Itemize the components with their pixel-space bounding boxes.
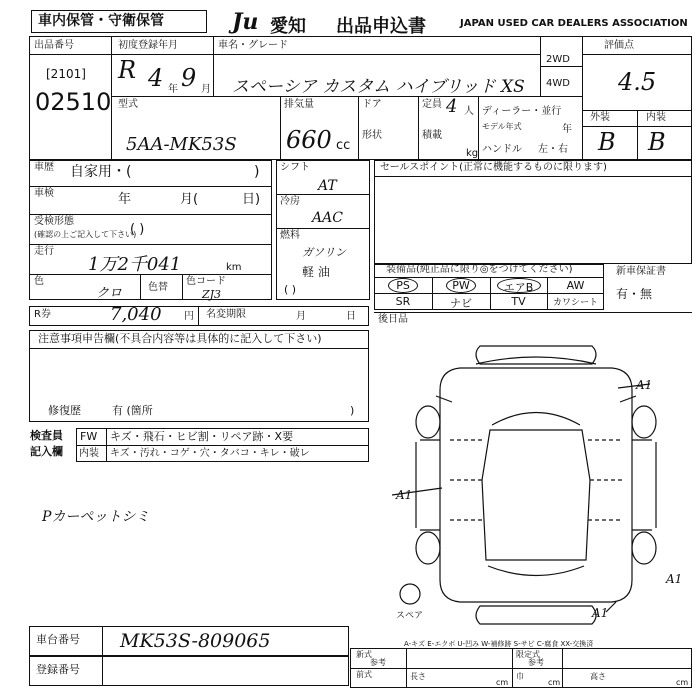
receipt-label: 受検形態: [34, 216, 74, 227]
chassis-value: MK53S-809065: [120, 630, 271, 652]
score-value: 4.5: [618, 68, 657, 96]
fuel-alt: 軽 油: [302, 265, 330, 279]
listing-number: 02510: [35, 88, 112, 116]
shift-value: AT: [318, 178, 337, 194]
color-label: 色: [34, 276, 44, 287]
receipt-note: (確認の上ご記入して下さい): [34, 230, 137, 239]
color-change-label: 色替: [148, 282, 168, 293]
listing-sub-number: [2101]: [46, 67, 86, 81]
divider: [111, 96, 582, 97]
association-name: JAPAN USED CAR DEALERS ASSOCIATION: [460, 18, 688, 29]
divider: [582, 54, 692, 55]
divider: [276, 194, 370, 195]
equipment-pw: PW: [452, 279, 470, 292]
dims-prev-label: 前式: [356, 670, 372, 679]
equipment-leather: カワシート: [552, 298, 598, 308]
dims-length-label: 長さ: [410, 672, 426, 681]
model-label: 型式: [118, 99, 138, 110]
divider: [102, 656, 103, 686]
drive-4wd: 4WD: [546, 78, 570, 89]
load-unit: kg: [466, 148, 479, 159]
equipment-aw: AW: [566, 279, 585, 292]
repair-label: 修復歴: [48, 404, 81, 417]
damage-legend: A-キズ E-エクボ U-凹み W-補修跡 S-サビ C-腐食 XX-交換済: [404, 640, 594, 648]
color-value: クロ: [96, 286, 123, 301]
inspection-day: 日): [242, 192, 261, 207]
equipment-airbag: エアB: [503, 281, 534, 294]
aircon-label: 冷房: [280, 196, 300, 207]
door-label: ドア: [362, 99, 382, 110]
equipment-ps: PS: [396, 279, 410, 292]
displacement-label: 排気量: [284, 99, 314, 110]
inspector-label-2: 記入欄: [30, 445, 63, 458]
divider: [29, 244, 272, 245]
logo-mark: Ju: [232, 9, 259, 35]
dims-width-label: 巾: [516, 672, 524, 681]
inspection-year: 年: [118, 192, 132, 207]
inspector-fw-label: FW: [80, 430, 98, 443]
inspector-label-1: 検査員: [30, 429, 63, 442]
selling-points-label: セールスポイント(正常に機能するものに限ります): [380, 162, 607, 173]
divider: [76, 445, 369, 446]
divider: [106, 428, 107, 462]
capacity-unit: 人: [464, 106, 474, 117]
fuel-label: 燃料: [280, 230, 300, 241]
exterior-grade: B: [598, 128, 616, 156]
damage-mark-4: A1: [592, 606, 609, 620]
divider: [276, 228, 370, 229]
capacity-label: 定員: [422, 99, 442, 110]
car-name-value: スペーシア カスタム ハイブリッド XS: [232, 77, 525, 97]
fuel-paren: ( ): [284, 283, 297, 296]
warranty-label: 新車保証書: [616, 266, 666, 277]
divider: [374, 176, 692, 177]
equipment-tv: TV: [511, 295, 526, 308]
dims-new-label: 新式: [356, 650, 372, 659]
equipment-ps-circle: [388, 278, 418, 293]
color-code-label: 色コード: [186, 276, 226, 287]
registration-era: R: [118, 56, 137, 84]
divider: [582, 126, 692, 127]
repair-close: ): [350, 404, 355, 417]
inspector-int-label: 内装: [79, 448, 99, 459]
handle-label: ハンドル: [482, 144, 522, 155]
divider: [29, 214, 272, 215]
receipt-paren: ( ): [130, 222, 145, 237]
car-damage-diagram: [380, 330, 692, 630]
shift-label: シフト: [280, 162, 310, 173]
registration-year: 4: [148, 64, 164, 92]
model-value: 5AA-MK53S: [126, 134, 237, 155]
dims-height-label: 高さ: [590, 672, 606, 681]
model-year-label: モデル年式: [482, 122, 522, 131]
equipment-label: 装備品(純正品に限り◎をつけてください): [386, 264, 573, 275]
plate-label: 登録番号: [36, 663, 80, 676]
chassis-label: 車台番号: [36, 633, 80, 646]
dealer-label: ディーラー・並行: [482, 106, 562, 117]
divider: [418, 96, 419, 160]
history-value: 自家用・(: [70, 164, 132, 180]
registration-label: 初度登録年月: [118, 40, 178, 51]
displacement-value: 660: [286, 126, 332, 154]
dims-cm-3: cm: [676, 678, 689, 687]
divider: [374, 312, 692, 313]
divider: [29, 186, 272, 187]
spare-label: スペア: [396, 611, 424, 621]
interior-label: 内装: [646, 112, 666, 123]
exterior-label: 外装: [590, 112, 610, 123]
inspector-fw-text: キズ・飛石・ヒビ割・リペア跡・X要: [110, 430, 294, 443]
divider: [350, 668, 692, 669]
divider: [540, 66, 582, 67]
dims-limit-label: 限定式: [516, 650, 540, 659]
listing-number-label: 出品番号: [34, 40, 74, 51]
notice-label: 注意事項申告欄(不具合内容等は具体的に記入して下さい): [38, 332, 322, 345]
drive-2wd: 2WD: [546, 54, 570, 65]
divider: [102, 626, 103, 656]
recycle-label: R券: [34, 309, 51, 320]
registration-month-unit: 月: [201, 84, 211, 95]
registration-month: 9: [181, 64, 197, 92]
divider: [182, 274, 183, 300]
registration-year-unit: 年: [168, 84, 178, 95]
dims-cm-1: cm: [496, 678, 509, 687]
damage-mark-3: A1: [666, 572, 683, 586]
divider: [637, 110, 638, 160]
divider: [111, 54, 540, 55]
divider: [374, 293, 604, 294]
handle-options: 左・右: [538, 144, 568, 155]
history-close: ): [254, 164, 260, 180]
warranty-value: 有・無: [616, 287, 653, 301]
aircon-value: AAC: [312, 210, 343, 226]
inspection-month: 月(: [180, 192, 199, 207]
back-day-label: 後日品: [378, 314, 408, 325]
divider: [358, 96, 359, 160]
repair-value: 有 (箇所: [112, 404, 153, 417]
equipment-navi: ナビ: [450, 297, 472, 310]
inspector-remark: Pカーペットシミ: [42, 509, 150, 525]
inspector-int-text: キズ・汚れ・コゲ・穴・タバコ・キレ・破レ: [110, 448, 310, 459]
divider: [280, 96, 281, 160]
equipment-sr: SR: [395, 295, 411, 308]
storage-label: 車内保管・守衛保管: [38, 13, 164, 29]
displacement-unit: cc: [336, 138, 351, 153]
name-change-label: 名変期限: [206, 309, 246, 320]
capacity-value: 4: [446, 96, 458, 117]
dims-cm-2: cm: [548, 678, 561, 687]
equipment-airbag-circle: [497, 278, 541, 293]
inspection-label: 車検: [34, 188, 54, 199]
dims-ref-label: 参考: [370, 658, 386, 667]
divider: [478, 96, 479, 160]
interior-grade: B: [648, 128, 666, 156]
load-label: 積載: [422, 130, 442, 141]
damage-mark-1: A1: [396, 488, 413, 502]
recycle-value: 7,040: [110, 304, 162, 325]
name-change-day: 日: [346, 311, 356, 322]
score-label: 評価点: [604, 40, 634, 51]
divider: [29, 274, 272, 275]
car-name-label: 車名・グレード: [218, 40, 288, 51]
divider: [213, 36, 214, 96]
fuel-value: ガソリン: [302, 246, 346, 259]
mileage-value: 1万2千041: [88, 254, 182, 275]
divider: [198, 306, 199, 326]
mileage-label: 走行: [34, 246, 54, 257]
divider: [29, 54, 111, 55]
damage-mark-2: A1: [636, 378, 653, 392]
equipment-pw-circle: [446, 278, 476, 293]
history-label: 車歴: [34, 162, 54, 173]
logo-region: 愛知: [270, 16, 306, 37]
color-code-value: ZJ3: [202, 288, 222, 301]
form-title: 出品申込書: [336, 16, 426, 37]
mileage-unit: km: [226, 262, 242, 273]
divider: [29, 348, 369, 349]
recycle-unit: 円: [184, 311, 194, 322]
divider: [140, 274, 141, 300]
recycle-frame: [29, 306, 369, 326]
door-shape-label: 形状: [362, 130, 382, 141]
name-change-month: 月: [296, 311, 306, 322]
dims-ref2-label: 参考: [528, 658, 544, 667]
model-year-unit: 年: [562, 124, 572, 135]
